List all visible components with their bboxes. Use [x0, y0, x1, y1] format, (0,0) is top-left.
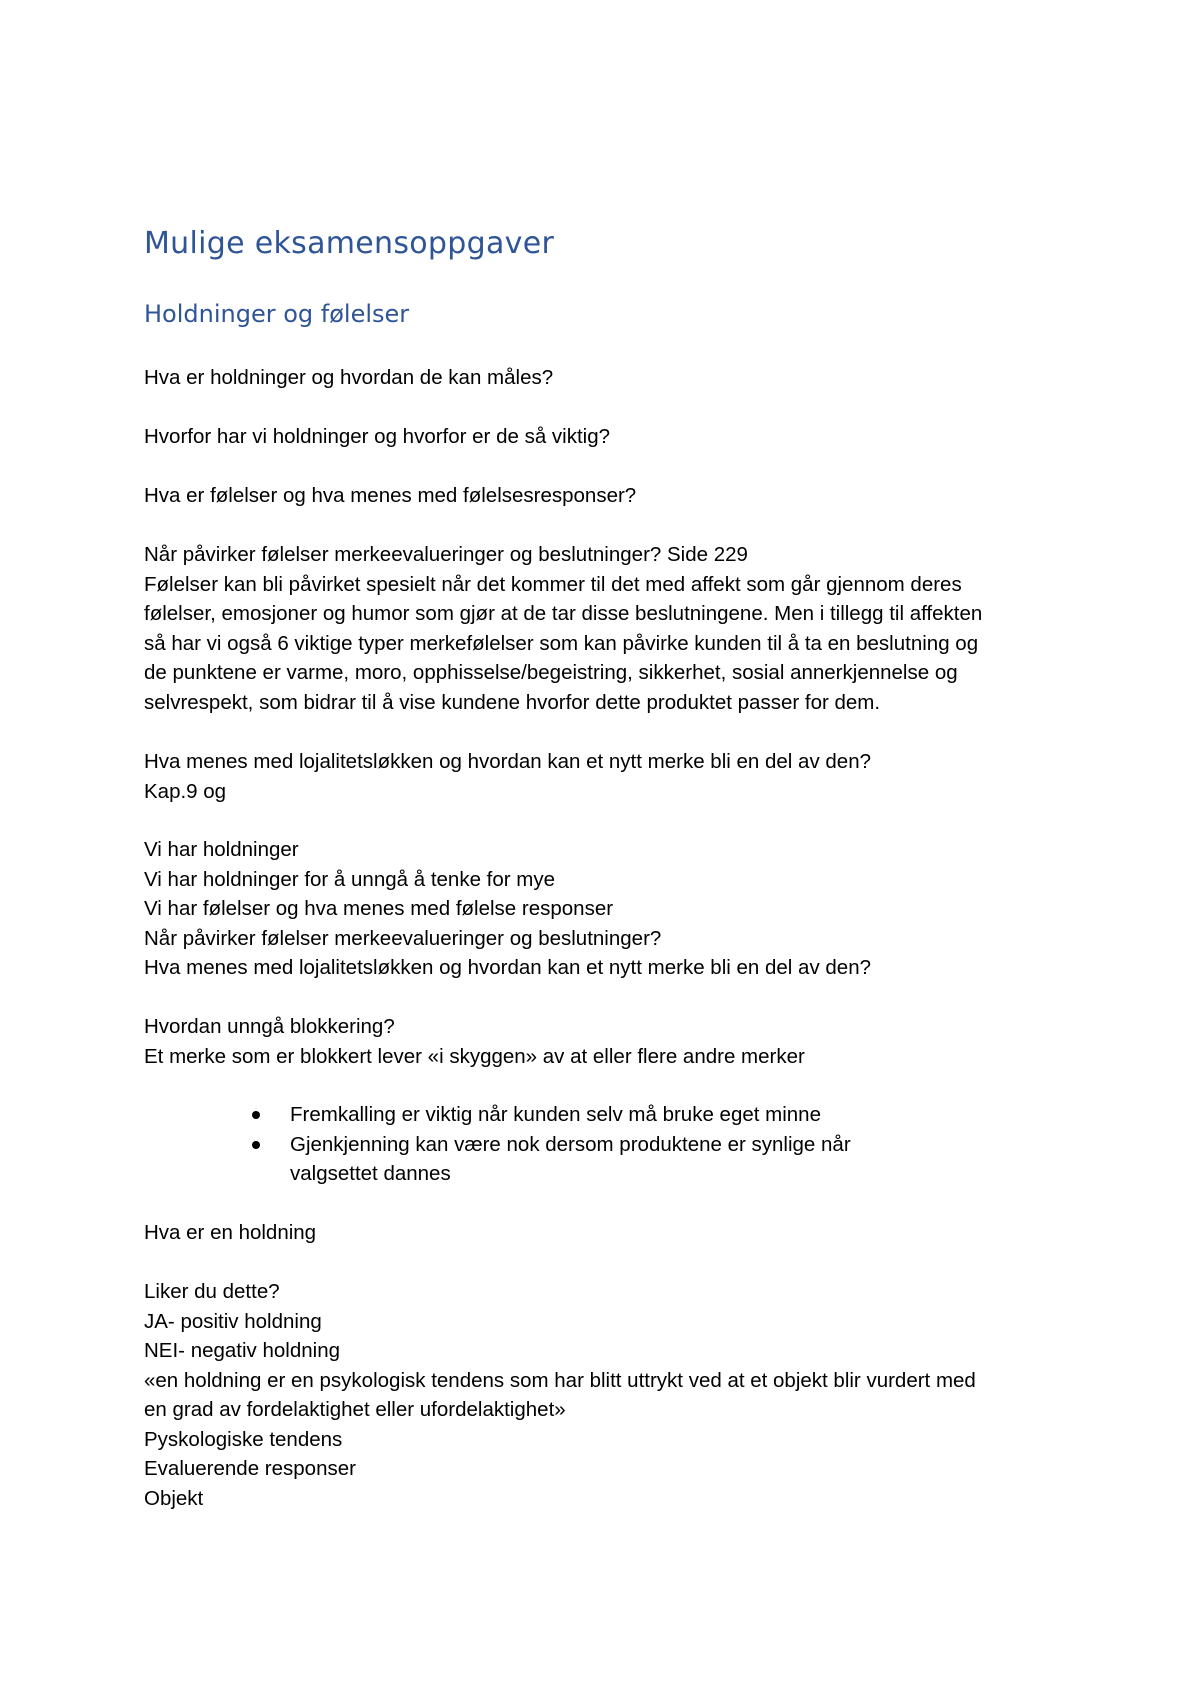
summary-line: Når påvirker følelser merkeevalueringer og beslutninger? [144, 926, 662, 950]
document-title: Mulige eksamensoppgaver [144, 226, 555, 261]
question-5-block [144, 747, 1074, 806]
question-3-block [144, 481, 1074, 511]
answer-line: de punktene er varme, moro, opphisselse/begeistring, sikkerhet, sosial annerkjennelse og [144, 661, 958, 684]
question-5-note: Kap.9 og [144, 779, 227, 803]
definition-line: Pyskologiske tendens [144, 1427, 343, 1451]
definition-line: Objekt [144, 1486, 204, 1510]
bullet-text: Fremkalling er viktig når kunden selv må bruke eget minne [290, 1103, 821, 1126]
bullet-dot-icon [252, 1111, 260, 1119]
question-2-block [144, 422, 1074, 452]
document-page [144, 0, 1074, 1698]
question-5: Hva menes med lojalitetsløkken og hvordan kan et nytt merke bli en del av den? [144, 750, 871, 773]
question-7: Hva er en holdning [144, 1221, 317, 1244]
question-7-block [144, 1218, 1074, 1248]
definition-line: NEI- negativ holdning [144, 1339, 341, 1362]
question-6: Hvordan unngå blokkering? [144, 1015, 395, 1038]
summary-block [144, 835, 1074, 983]
question-6-answer: Et merke som er blokkert lever «i skyggen» av at eller flere andre merker [144, 1044, 805, 1068]
bullet-dot-icon [252, 1141, 260, 1149]
definition-line: Evaluerende responser [144, 1457, 356, 1480]
bullet-item [144, 1100, 930, 1130]
summary-line: Vi har holdninger [144, 838, 299, 861]
question-2: Hvorfor har vi holdninger og hvorfor er de så viktig? [144, 425, 611, 448]
answer-line: selvrespekt, som bidrar til å vise kundene hvorfor dette produktet passer for dem. [144, 690, 881, 714]
answer-line: så har vi også 6 viktige typer merkefølelser som kan påvirke kunden til å ta en beslutning og [144, 631, 979, 655]
answer-line: følelser, emosjoner og humor som gjør at de tar disse beslutningene. Men i tillegg til affekten [144, 602, 983, 625]
definition-line: Liker du dette? [144, 1280, 280, 1303]
summary-line: Vi har følelser og hva menes med følelse responser [144, 897, 614, 920]
definition-line: «en holdning er en psykologisk tendens som har blitt uttrykt ved at et objekt blir vurdert med [144, 1368, 976, 1392]
summary-line: Hva menes med lojalitetsløkken og hvordan kan et nytt merke bli en del av den? [144, 956, 871, 979]
definition-block [144, 1277, 1074, 1513]
summary-line: Vi har holdninger for å unngå å tenke for mye [144, 867, 556, 891]
question-4-block [144, 540, 1074, 717]
definition-line: en grad av fordelaktighet eller ufordelaktighet» [144, 1398, 566, 1421]
question-6-block [144, 1012, 1074, 1071]
bullet-list [144, 1100, 1074, 1189]
question-1-block [144, 363, 1074, 393]
answer-line: Følelser kan bli påvirket spesielt når det kommer til det med affekt som går gjennom deres [144, 572, 962, 596]
definition-line: JA- positiv holdning [144, 1309, 322, 1333]
section-heading: Holdninger og følelser [144, 300, 410, 328]
bullet-item [144, 1130, 930, 1189]
question-1: Hva er holdninger og hvordan de kan måles? [144, 366, 554, 389]
question-3: Hva er følelser og hva menes med følelsesresponser? [144, 484, 637, 507]
question-4: Når påvirker følelser merkeevalueringer og beslutninger? Side 229 [144, 543, 748, 566]
bullet-text: Gjenkjenning kan være nok dersom produktene er synlige når valgsettet dannes [290, 1132, 851, 1185]
